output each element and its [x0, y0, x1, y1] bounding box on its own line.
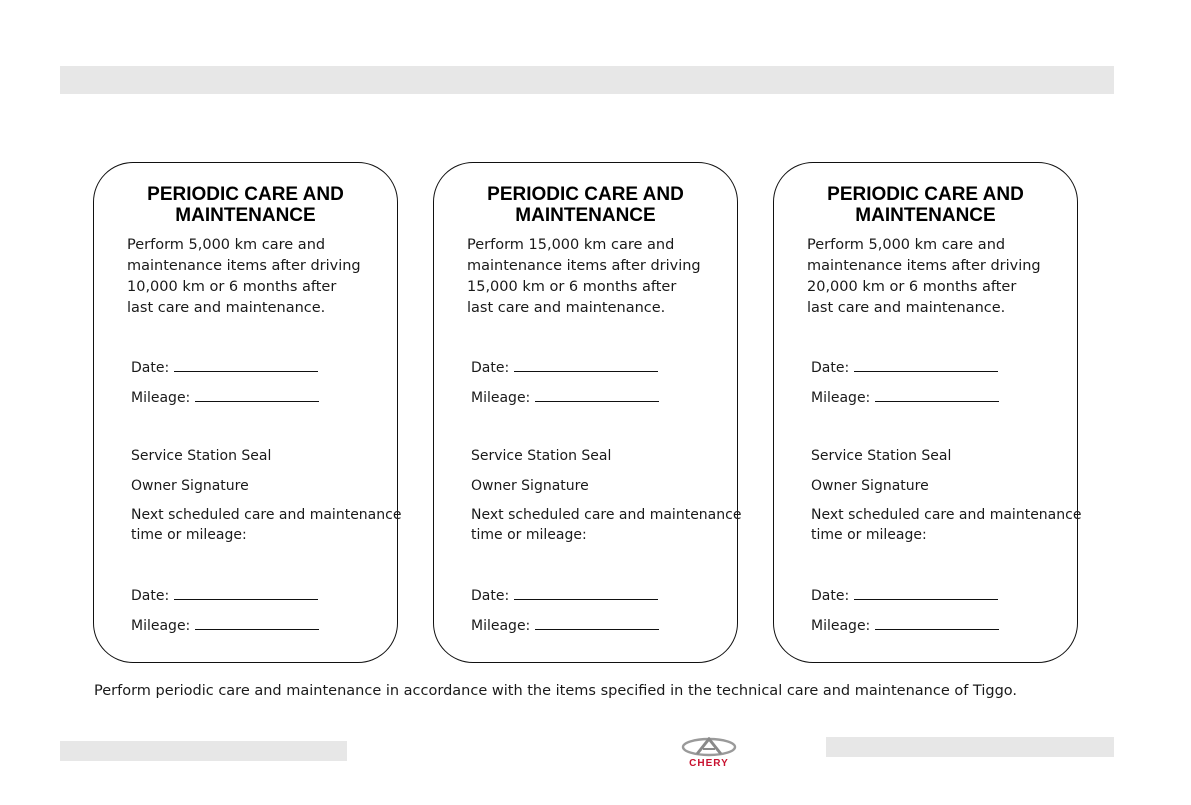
next-date-field: Date:: [471, 585, 658, 606]
next-service-label: Next scheduled care and maintenance time or mileage:: [471, 507, 742, 543]
card-description: Perform 5,000 km care and maintenance items after driving 10,000 km or 6 months after last care and maintenance.: [127, 237, 361, 316]
header-bar: [60, 66, 1114, 94]
mileage-line[interactable]: [875, 387, 999, 402]
next-mileage-field: Mileage:: [471, 615, 659, 636]
card-title: PERIODIC CARE AND MAINTENANCE: [487, 184, 684, 226]
next-mileage-line[interactable]: [535, 615, 659, 630]
service-seal-label: Service Station Seal: [471, 448, 612, 464]
maintenance-card-3: [773, 162, 1082, 663]
date-field: Date:: [131, 357, 318, 378]
mileage-line[interactable]: [535, 387, 659, 402]
chery-logo: [676, 737, 742, 771]
next-date-field: Date:: [811, 585, 998, 606]
next-service-label: Next scheduled care and maintenance time or mileage:: [131, 507, 402, 543]
card-description: Perform 5,000 km care and maintenance items after driving 20,000 km or 6 months after last care and maintenance.: [807, 237, 1041, 316]
owner-signature-label: Owner Signature: [471, 478, 589, 494]
maintenance-card-1: [93, 162, 402, 663]
service-seal-label: Service Station Seal: [811, 448, 952, 464]
next-mileage-field: Mileage:: [131, 615, 319, 636]
date-line[interactable]: [854, 357, 998, 372]
next-mileage-line[interactable]: [195, 615, 319, 630]
footer-note: Perform periodic care and maintenance in accordance with the items specified in the technical care and maintenance of Tiggo.: [94, 683, 1018, 699]
chery-logo-icon: [676, 737, 742, 757]
card-title: PERIODIC CARE AND MAINTENANCE: [827, 184, 1024, 226]
mileage-field: Mileage:: [811, 387, 999, 408]
next-date-line[interactable]: [174, 585, 318, 600]
mileage-line[interactable]: [195, 387, 319, 402]
date-line[interactable]: [174, 357, 318, 372]
card-title: PERIODIC CARE AND MAINTENANCE: [147, 184, 344, 226]
date-field: Date:: [811, 357, 998, 378]
logo-text: CHERY: [689, 758, 729, 769]
next-date-field: Date:: [131, 585, 318, 606]
footer-bar-right: [826, 737, 1114, 757]
owner-signature-label: Owner Signature: [131, 478, 249, 494]
date-field: Date:: [471, 357, 658, 378]
maintenance-card-2: [433, 162, 742, 663]
date-line[interactable]: [514, 357, 658, 372]
service-seal-label: Service Station Seal: [131, 448, 272, 464]
mileage-field: Mileage:: [131, 387, 319, 408]
mileage-field: Mileage:: [471, 387, 659, 408]
next-mileage-line[interactable]: [875, 615, 999, 630]
footer-bar-left: [60, 741, 347, 761]
next-mileage-field: Mileage:: [811, 615, 999, 636]
card-description: Perform 15,000 km care and maintenance items after driving 15,000 km or 6 months after last care and maintenance.: [467, 237, 701, 316]
owner-signature-label: Owner Signature: [811, 478, 929, 494]
next-service-label: Next scheduled care and maintenance time or mileage:: [811, 507, 1082, 543]
next-date-line[interactable]: [854, 585, 998, 600]
next-date-line[interactable]: [514, 585, 658, 600]
